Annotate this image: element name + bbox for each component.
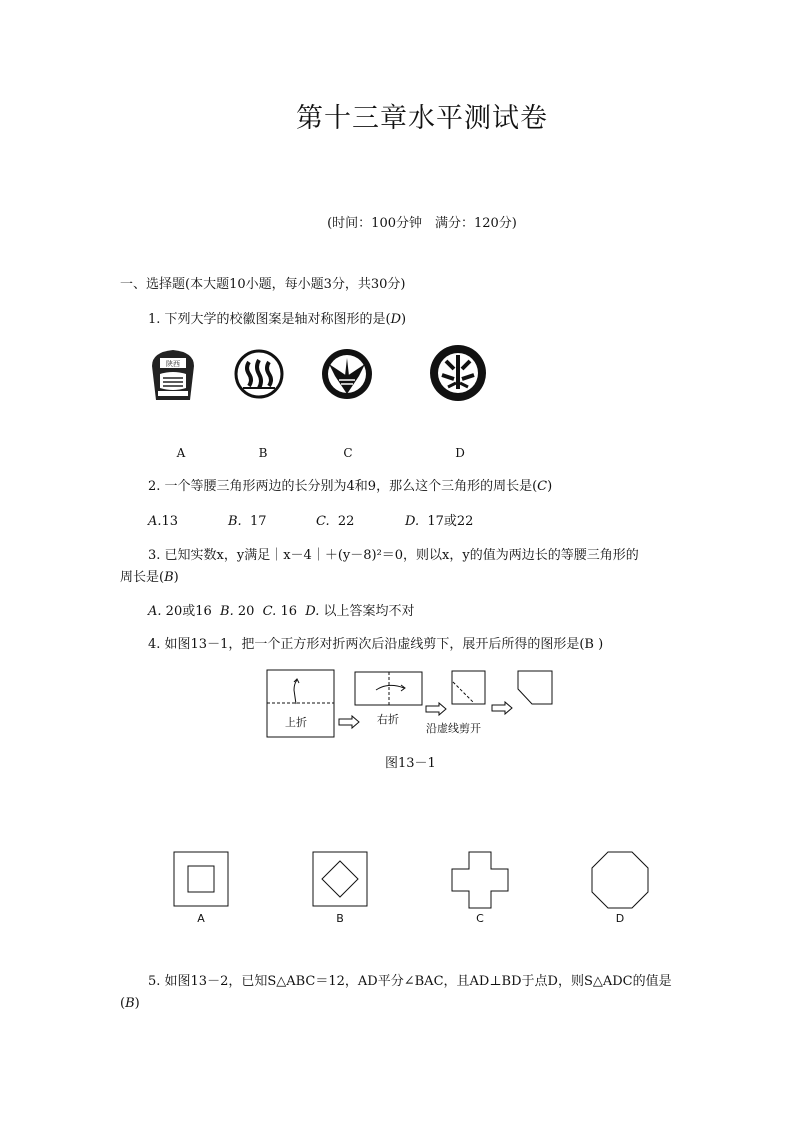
logo-b-image	[233, 348, 285, 400]
shape-label-b: B	[336, 912, 344, 925]
figure-caption: 图13－1	[385, 756, 436, 771]
fold-step-2-label: 右折	[377, 713, 399, 726]
question-3-answer: B	[164, 570, 174, 585]
option-letter: C.	[316, 514, 330, 529]
question-2-options	[148, 511, 178, 533]
option-label-a: A	[176, 446, 186, 460]
question-2	[148, 476, 552, 498]
option-letter: D.	[405, 514, 420, 529]
question-5-line-2	[120, 993, 140, 1015]
logo-c-image	[319, 346, 375, 402]
question-1-text: 1. 下列大学的校徽图案是轴对称图形的是(	[148, 312, 391, 327]
section-heading: 一、选择题(本大题10小题，每小题3分，共30分)	[120, 277, 406, 292]
shape-label-d: D	[615, 912, 625, 925]
option-text: 13	[161, 514, 179, 529]
option-letter: A.	[148, 604, 162, 619]
option-text: 17	[249, 514, 267, 529]
option-letter: A.	[148, 514, 162, 529]
exam-info: (时间：100分钟 满分：120分)	[327, 216, 517, 231]
option-text: 17或22	[427, 514, 474, 529]
question-2-text: 2. 一个等腰三角形两边的长分别为4和9，那么这个三角形的周长是(	[148, 479, 538, 494]
logo-a-image	[146, 344, 200, 404]
question-3-close: )	[173, 570, 179, 585]
shape-c-cross	[451, 851, 509, 909]
shape-d-octagon	[591, 851, 649, 909]
logo-d-image	[428, 343, 488, 403]
question-1-close: )	[401, 312, 407, 327]
question-1-answer: D	[390, 312, 402, 327]
option-text: 16	[280, 604, 297, 619]
option-label-d: D	[455, 446, 465, 460]
question-5-open: (	[120, 996, 126, 1011]
shape-a-square-in-square	[173, 851, 229, 907]
question-2-option-b	[228, 511, 267, 533]
shape-b-diamond-in-square	[312, 851, 368, 907]
option-text: 22	[337, 514, 355, 529]
question-5-answer: B	[125, 996, 135, 1011]
question-2-answer: C	[537, 479, 548, 494]
folding-diagram	[266, 668, 556, 740]
option-label-c: C	[343, 446, 353, 460]
fold-step-1-label: 上折	[285, 716, 307, 729]
option-label-b: B	[258, 446, 268, 460]
option-text: 20	[237, 604, 255, 619]
question-2-close: )	[547, 479, 553, 494]
question-3-line-1: 3. 已知实数x，y满足｜x－4｜＋(y－8)²＝0，则以x，y的值为两边长的等腰三角形的	[148, 548, 639, 563]
shape-label-c: C	[476, 912, 484, 925]
question-5-line-1: 5. 如图13－2，已知S△ABC＝12，AD平分∠BAC，且AD⊥BD于点D，则S△ADC的值是	[148, 974, 672, 989]
svg-text:陕西: 陕西	[166, 360, 180, 368]
option-letter: B.	[220, 604, 234, 619]
question-3-options	[148, 601, 415, 623]
question-1	[148, 309, 406, 331]
option-letter: C.	[262, 604, 277, 619]
question-2-option-d	[405, 511, 473, 533]
option-letter: B.	[228, 514, 242, 529]
option-letter: D.	[305, 604, 320, 619]
question-3-line-2	[120, 567, 179, 589]
option-text: 20或16	[165, 604, 212, 619]
option-text: 以上答案均不对	[323, 604, 415, 619]
question-3-text: 周长是(	[120, 570, 165, 585]
fold-step-3-label: 沿虚线剪开	[426, 722, 481, 735]
question-5-close: )	[134, 996, 140, 1011]
question-2-option-c	[316, 511, 354, 533]
page-title: 第十三章水平测试卷	[296, 103, 548, 134]
shape-label-a: A	[197, 912, 205, 925]
question-4: 4. 如图13－1，把一个正方形对折两次后沿虚线剪下，展开后所得的图形是(B )	[148, 637, 604, 652]
